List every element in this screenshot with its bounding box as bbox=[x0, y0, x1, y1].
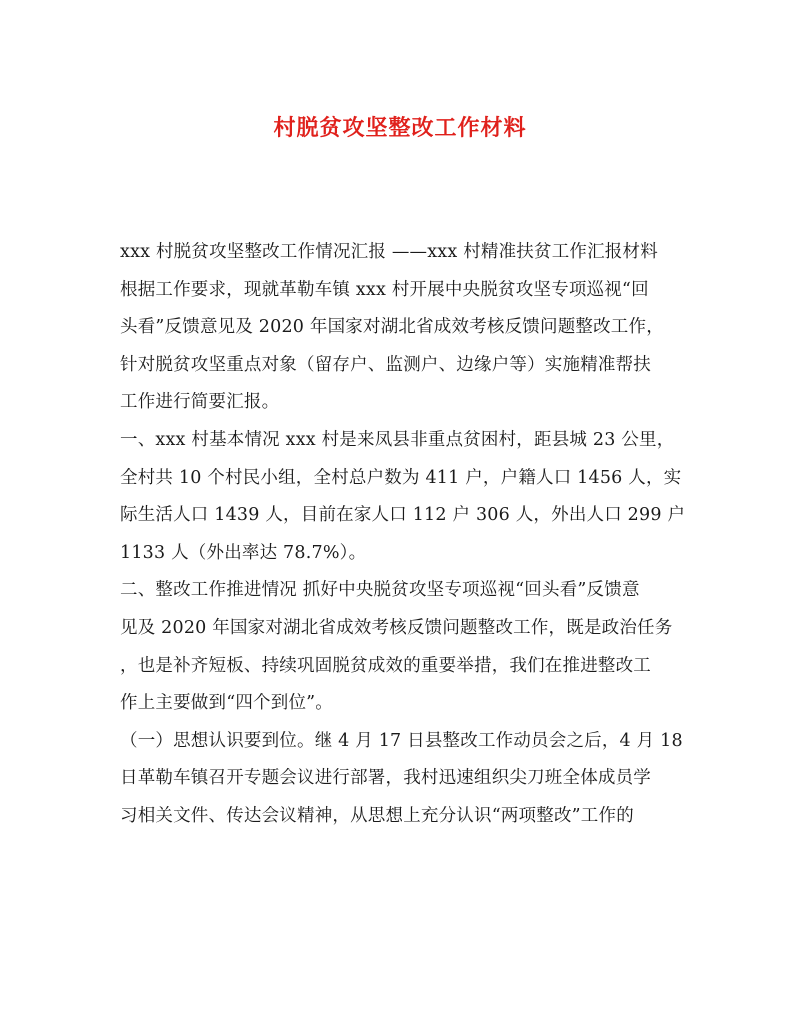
body-line: 1133 人（外出率达 78.7%）。 bbox=[120, 542, 367, 563]
body-line: 见及 2020 年国家对湖北省成效考核反馈问题整改工作，既是政治任务 bbox=[120, 617, 673, 638]
document-title: 村脱贫攻坚整改工作材料 bbox=[273, 115, 527, 141]
body-line: xxx 村脱贫攻坚整改工作情况汇报 ——xxx 村精准扶贫工作汇报材料 bbox=[120, 242, 658, 262]
body-line: （一）思想认识要到位。继 4 月 17 日县整改工作动员会之后，4 月 18 bbox=[120, 730, 683, 751]
body-line: 针对脱贫攻坚重点对象（留存户、监测户、边缘户等）实施精准帮扶 bbox=[120, 354, 651, 375]
document-body bbox=[120, 234, 690, 836]
body-line: 二、整改工作推进情况 抓好中央脱贫攻坚专项巡视“回头看”反馈意 bbox=[120, 580, 640, 601]
body-line: 际生活人口 1439 人，目前在家人口 112 户 306 人，外出人口 299 户 bbox=[120, 505, 686, 526]
body-line: 根据工作要求，现就革勒车镇 xxx 村开展中央脱贫攻坚专项巡视“回 bbox=[120, 279, 649, 300]
body-line: 头看”反馈意见及 2020 年国家对湖北省成效考核反馈问题整改工作， bbox=[120, 317, 664, 338]
body-line: 日革勒车镇召开专题会议进行部署，我村迅速组织尖刀班全体成员学 bbox=[120, 768, 651, 789]
body-line: 作上主要做到“四个到位”。 bbox=[120, 693, 333, 714]
body-line: 全村共 10 个村民小组，全村总户数为 411 户，户籍人口 1456 人，实 bbox=[120, 467, 682, 488]
body-line: 工作进行简要汇报。 bbox=[120, 392, 280, 413]
body-line: 一、xxx 村基本情况 xxx 村是来凤县非重点贫困村，距县城 23 公里， bbox=[120, 429, 675, 450]
body-line: 习相关文件、传达会议精神，从思想上充分认识“两项整改”工作的 bbox=[120, 805, 634, 826]
body-line: ，也是补齐短板、持续巩固脱贫成效的重要举措，我们在推进整改工 bbox=[120, 655, 651, 676]
